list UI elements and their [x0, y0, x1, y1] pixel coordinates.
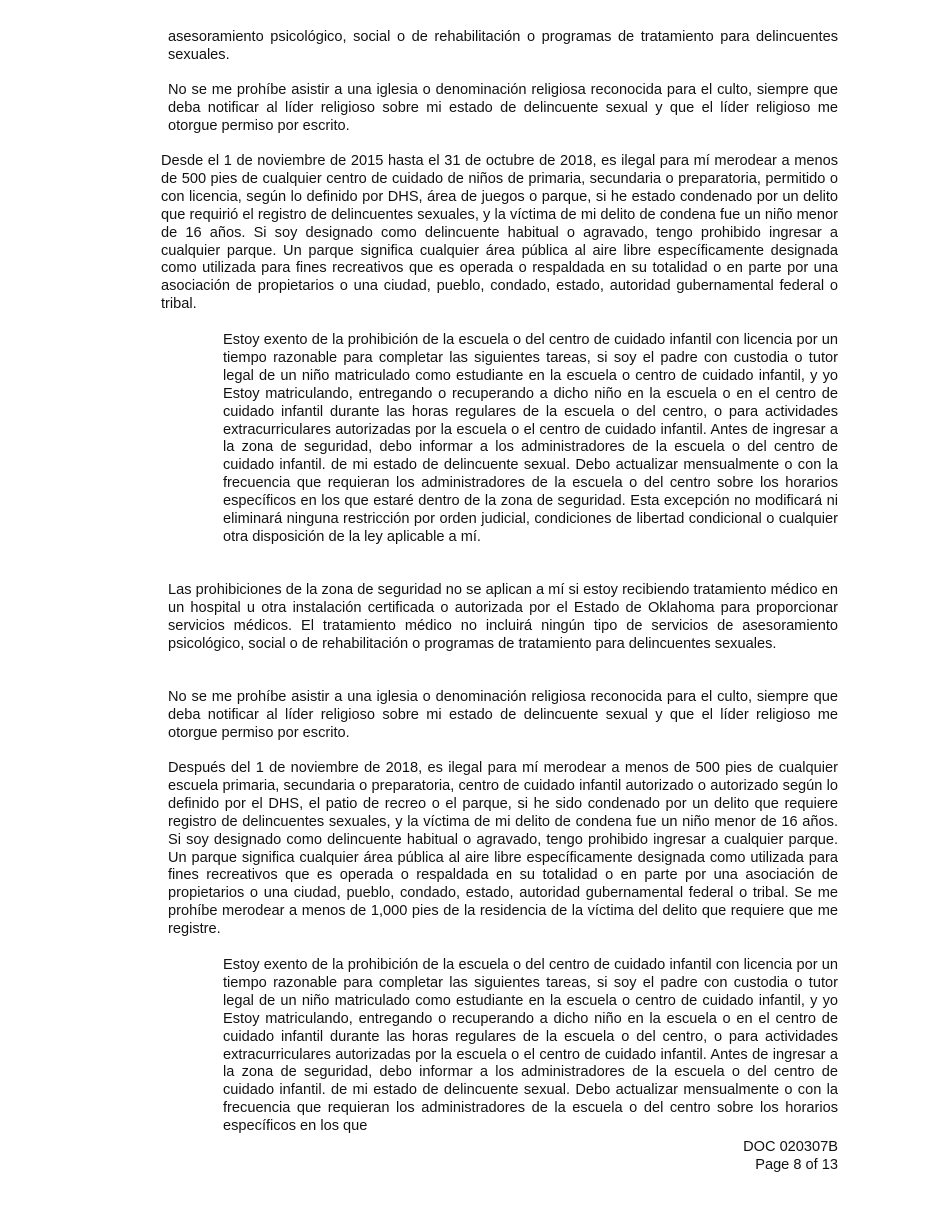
paragraph-church-exemption-repeat: No se me prohíbe asistir a una iglesia o denominación religiosa reconocida para el culto, siempre que deba notificar al líder religioso sobre mi estado de delincuente sexual y que el líder religioso me otorgue permiso por escrito.: [168, 689, 838, 741]
page-footer: [743, 1138, 838, 1174]
paragraph-zone-2015-2018: Desde el 1 de noviembre de 2015 hasta el 31 de octubre de 2018, es ilegal para mí merodear a menos de 500 pies de cualquier centro de cuidado de niños de primaria, secundaria o preparatoria, permitido o con licencia, según lo definido por DHS, área de juegos o parque, si he estado condenado por un delito que requirió el registro de delincuentes sexuales, y la víctima de mi delito de condena fue un niño menor de 16 años. Si soy designado como delincuente habitual o agravado, tengo prohibido ingresar a cualquier parque. Un parque significa cualquier área pública al aire libre específicamente designada como utilizada para fines recreativos que es operada o respaldada en su totalidad o en parte por una asociación de propietarios o una ciudad, pueblo, condado, estado, autoridad gubernamental federal o tribal.: [161, 153, 838, 313]
paragraph-church-exemption: No se me prohíbe asistir a una iglesia o denominación religiosa reconocida para el culto, siempre que deba notificar al líder religioso sobre mi estado de delincuente sexual y que el líder religioso me otorgue permiso por escrito.: [168, 82, 838, 134]
paragraph-medical-exemption: Las prohibiciones de la zona de seguridad no se aplican a mí si estoy recibiendo tratamiento médico en un hospital u otra instalación certificada o autorizada por el Estado de Oklahoma para proporcionar servicios médicos. El tratamiento médico no incluirá ningún tipo de servicios de asesoramiento psicológico, social o de rehabilitación o programas de tratamiento para delincuentes sexuales.: [168, 582, 838, 652]
paragraph-school-exemption-repeat: Estoy exento de la prohibición de la escuela o del centro de cuidado infantil con licencia por un tiempo razonable para completar las siguientes tareas, si soy el padre con custodia o tutor legal de un niño matriculado como estudiante en la escuela o centro de cuidado infantil, y yo Estoy matriculando, entregando o recuperando a dicho niño en la escuela o en el centro de cuidado infantil durante las horas regulares de la escuela o del centro, o para actividades extracurriculares autorizadas por la escuela o el centro de cuidado infantil. Antes de ingresar a la zona de seguridad, debo informar a los administradores de la escuela o del centro de cuidado infantil. de mi estado de delincuente sexual. Debo actualizar mensualmente o con la frecuencia que requieran los administradores de la escuela o del centro sobre los horarios específicos en los que: [223, 957, 838, 1135]
document-id: DOC 020307B: [743, 1139, 838, 1155]
paragraph-counseling-continuation: asesoramiento psicológico, social o de rehabilitación o programas de tratamiento para delincuentes sexuales.: [168, 29, 838, 63]
paragraph-zone-after-2018: Después del 1 de noviembre de 2018, es ilegal para mí merodear a menos de 500 pies de cualquier escuela primaria, secundaria o preparatoria, centro de cuidado infantil autorizado o autorizado según lo definido por el DHS, el patio de recreo o el parque, si he sido condenado por un delito que requiere registro de delincuentes sexuales, y la víctima de mi delito de condena fue un niño menor de 16 años. Si soy designado como delincuente habitual o agravado, tengo prohibido ingresar a cualquier parque. Un parque significa cualquier área pública al aire libre específicamente designada como utilizada para fines recreativos que es operada o respaldada en su totalidad o en parte por una asociación de propietarios o una ciudad, pueblo, condado, estado, autoridad gubernamental federal o tribal. Se me prohíbe merodear a menos de 1,000 pies de la residencia de la víctima del delito que requiere que me registre.: [168, 760, 838, 938]
page-number: Page 8 of 13: [755, 1157, 838, 1173]
paragraph-school-exemption: Estoy exento de la prohibición de la escuela o del centro de cuidado infantil con licencia por un tiempo razonable para completar las siguientes tareas, si soy el padre con custodia o tutor legal de un niño matriculado como estudiante en la escuela o centro de cuidado infantil, y yo Estoy matriculando, entregando o recuperando a dicho niño en la escuela o en el centro de cuidado infantil durante las horas regulares de la escuela o del centro, o para actividades extracurriculares autorizadas por la escuela o el centro de cuidado infantil. Antes de ingresar a la zona de seguridad, debo informar a los administradores de la escuela o del centro de cuidado infantil. de mi estado de delincuente sexual. Debo actualizar mensualmente o con la frecuencia que requieran los administradores de la escuela o del centro sobre los horarios específicos en los que estaré dentro de la zona de seguridad. Esta excepción no modificará ni eliminará ninguna restricción por orden judicial, condiciones de libertad condicional o cualquier otra disposición de la ley aplicable a mí.: [223, 332, 838, 545]
